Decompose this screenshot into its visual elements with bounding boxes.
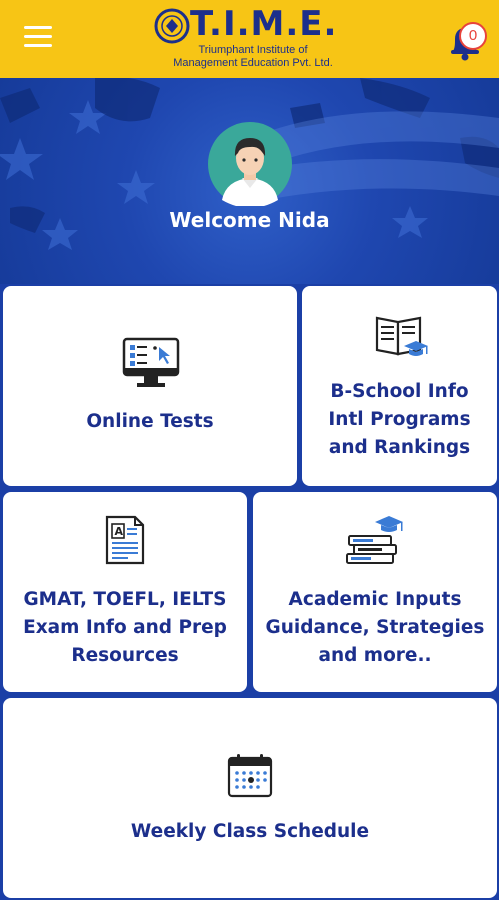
welcome-banner [0,78,499,284]
document-icon [103,514,147,566]
tile-label: Online Tests [86,411,214,432]
app-header [0,0,499,78]
tile-label: B-School Info Intl Programs and Rankings [328,381,471,458]
tile-academic-inputs[interactable] [253,492,497,692]
monitor-icon [121,336,181,392]
tile-online-tests[interactable] [3,286,297,486]
logo-title: T.I.M.E. [190,4,338,44]
books-graduation-cap-icon [345,514,407,566]
tile-bschool-info[interactable] [302,286,497,486]
avatar[interactable] [208,122,292,206]
tile-label: GMAT, TOEFL, IELTS Exam Info and Prep Resources [23,589,227,666]
welcome-text: Welcome Nida [169,208,330,232]
seal-icon [154,8,190,44]
tile-label: Weekly Class Schedule [130,821,370,842]
tile-weekly-schedule[interactable] [3,698,497,898]
tile-gmat-toefl-ielts[interactable] [3,492,247,692]
time-logo [150,6,350,74]
logo-subtitle: Triumphant Institute of Management Education Pvt. Ltd. [173,44,333,69]
menu-icon[interactable] [24,26,52,48]
calendar-icon [226,752,274,800]
svg-text:A: A [114,525,124,538]
book-graduation-cap-icon [374,310,428,364]
notification-badge: 0 [459,22,487,50]
tile-label: Academic Inputs Guidance, Strategies and more.. [265,589,485,666]
